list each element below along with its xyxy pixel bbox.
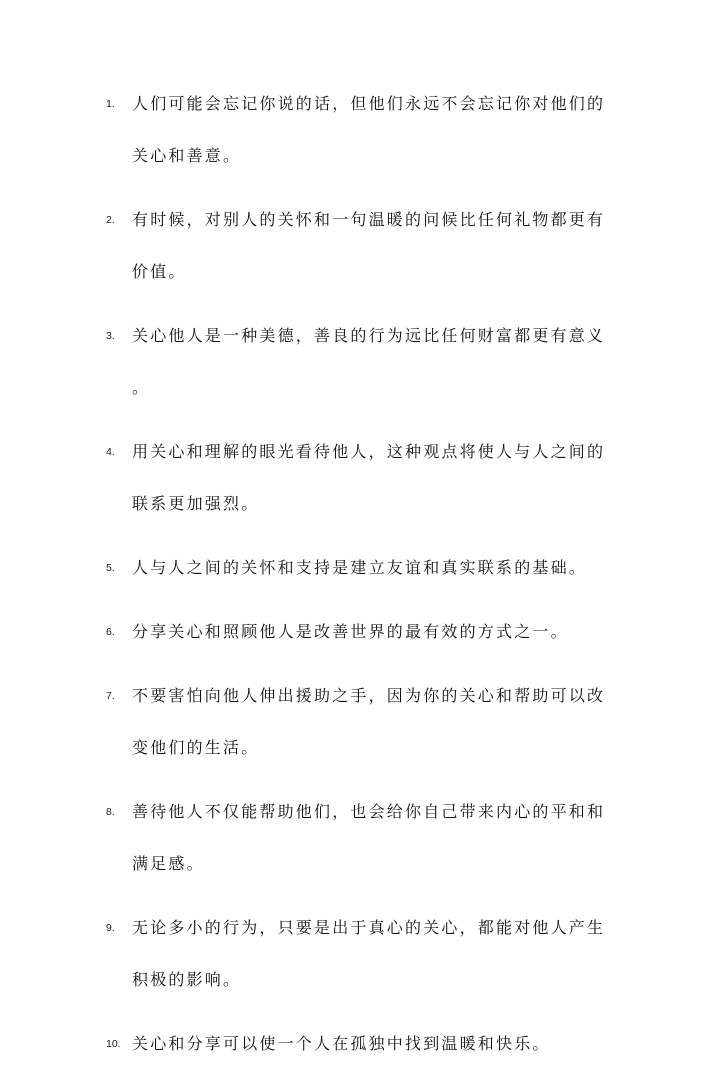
list-item-6 <box>106 606 646 658</box>
list-item-2 <box>106 194 646 298</box>
list-text: 关心他人是一种美德，善良的行为远比任何财富都更有意义 。 <box>132 326 606 397</box>
list-item-7 <box>106 670 646 774</box>
list-number: 5. <box>106 562 115 574</box>
list-text: 有时候，对别人的关怀和一句温暖的问候比任何礼物都更有 价值。 <box>132 210 606 281</box>
list-text: 人与人之间的关怀和支持是建立友谊和真实联系的基础。 <box>132 558 588 577</box>
list-item-3 <box>106 310 646 414</box>
list-item-10 <box>106 1018 646 1070</box>
list-item-5 <box>106 542 646 594</box>
numbered-list <box>106 78 646 1082</box>
list-number: 7. <box>106 690 115 702</box>
list-number: 10. <box>106 1038 121 1050</box>
list-text: 关心和分享可以使一个人在孤独中找到温暖和快乐。 <box>132 1034 551 1053</box>
list-number: 8. <box>106 806 115 818</box>
list-text: 用关心和理解的眼光看待他人，这种观点将使人与人之间的 联系更加强烈。 <box>132 442 606 513</box>
list-item-8 <box>106 786 646 890</box>
list-text: 无论多小的行为，只要是出于真心的关心，都能对他人产生 积极的影响。 <box>132 918 606 989</box>
list-text: 分享关心和照顾他人是改善世界的最有效的方式之一。 <box>132 622 569 641</box>
list-item-4 <box>106 426 646 530</box>
list-item-1 <box>106 78 646 182</box>
list-item-9 <box>106 902 646 1006</box>
list-number: 1. <box>106 98 115 110</box>
list-number: 6. <box>106 626 115 638</box>
list-text: 人们可能会忘记你说的话，但他们永远不会忘记你对他们的 关心和善意。 <box>132 94 606 165</box>
list-text: 善待他人不仅能帮助他们，也会给你自己带来内心的平和和 满足感。 <box>132 802 606 873</box>
list-number: 9. <box>106 922 115 934</box>
list-number: 4. <box>106 446 115 458</box>
list-text: 不要害怕向他人伸出援助之手，因为你的关心和帮助可以改 变他们的生活。 <box>132 686 606 757</box>
list-number: 2. <box>106 214 115 226</box>
list-number: 3. <box>106 330 115 342</box>
